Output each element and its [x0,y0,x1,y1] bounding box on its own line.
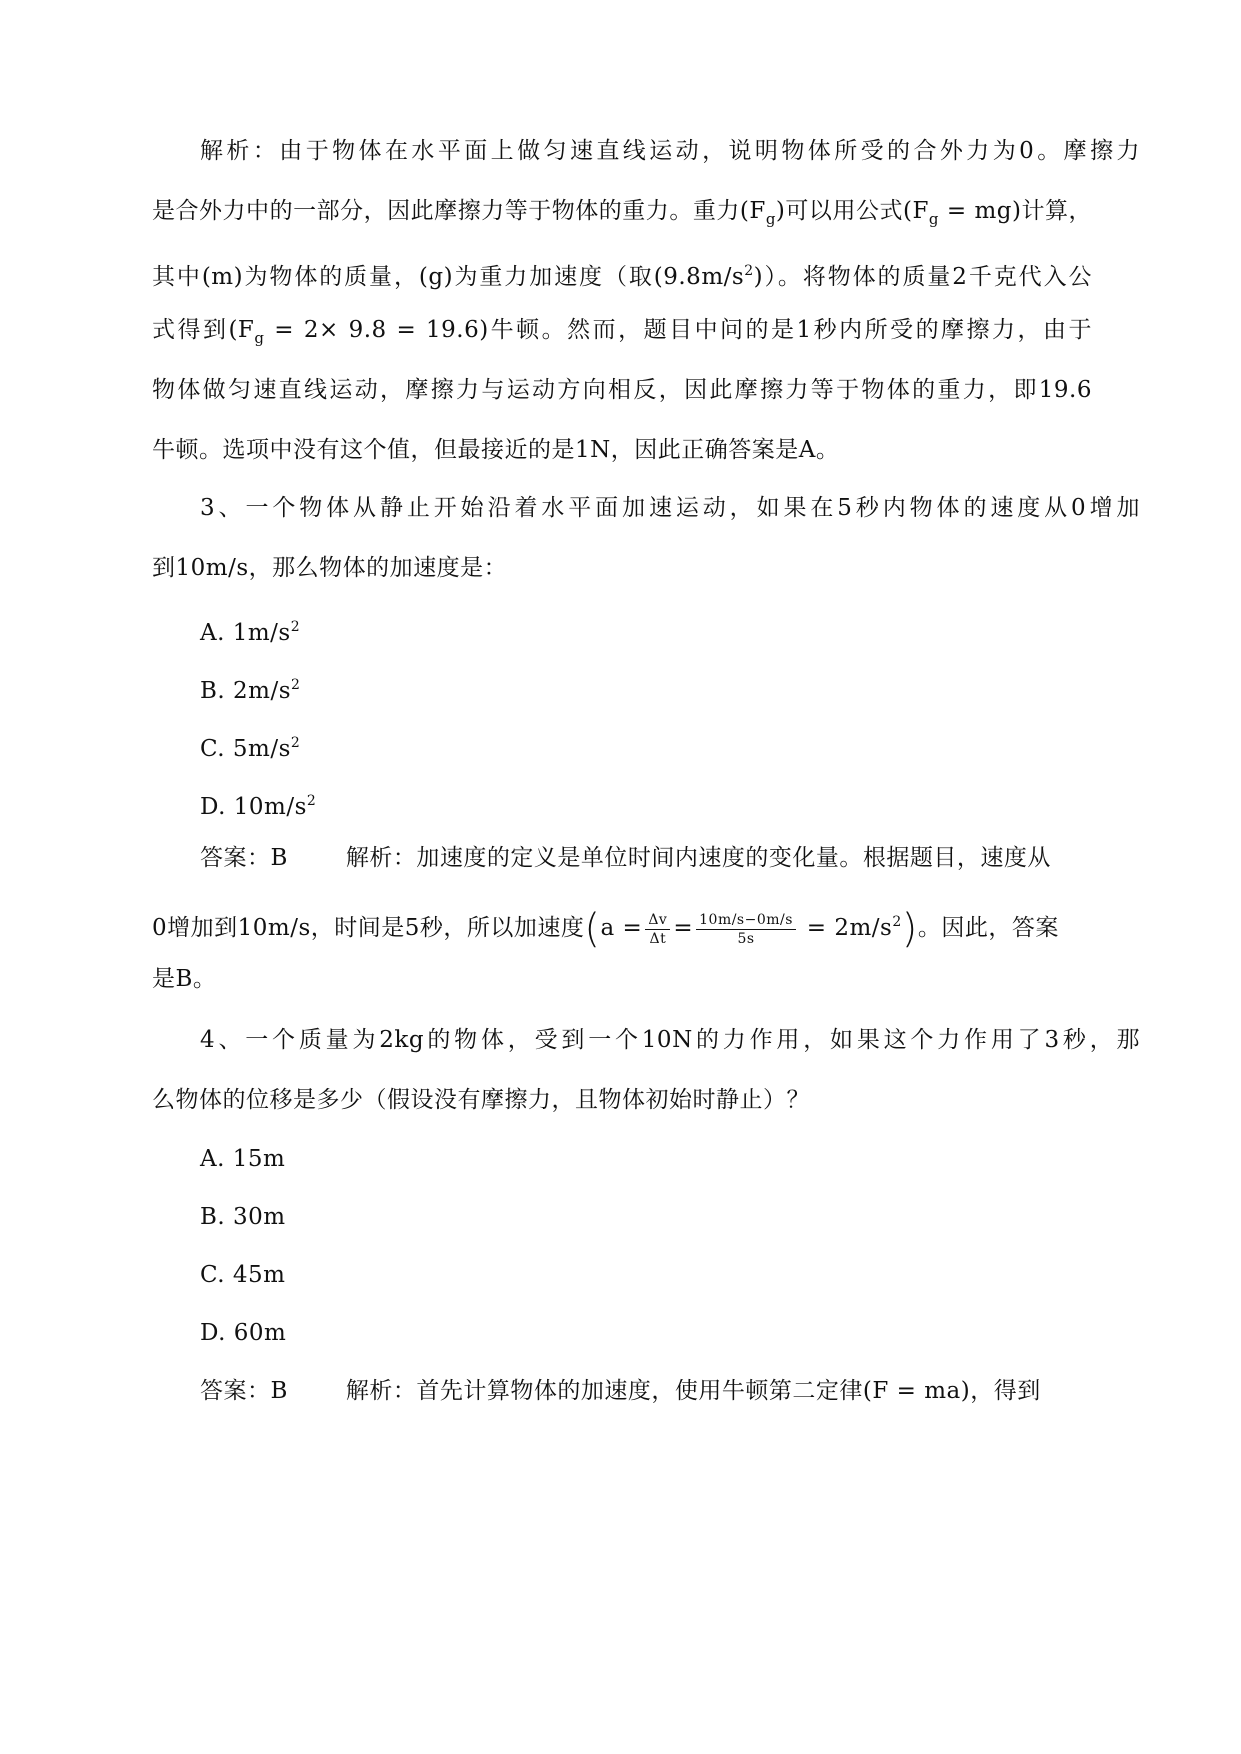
question-3-line [200,492,1140,524]
analysis-line [152,255,1092,293]
answer-line [152,963,1092,995]
text: 是合外力中的一部分，因此摩擦力等于物体的重力。重力(F [152,198,766,224]
option-b [200,669,1140,707]
answer-label: 答案：B [200,1378,288,1404]
analysis-line [152,374,1092,406]
text: = 2× 9.8 = 19.6)牛顿。然而，题目中问的是1秒内所受的摩擦力，由于 [264,317,1092,343]
option-text: D. 60m [200,1320,287,1346]
analysis-line [152,434,1092,466]
option-text: C. 45m [200,1262,286,1288]
text: 牛顿。选项中没有这个值，但最接近的是1N，因此正确答案是A。 [152,437,840,463]
superscript: 2 [290,735,301,751]
option-text: D. 10m/s [200,794,307,820]
text: )）。将物体的质量2千克代入公 [753,264,1092,290]
superscript: 2 [744,263,754,279]
denominator: Δt [649,930,667,947]
numerator: Δv [645,911,670,930]
formula-text: = 2m/s [798,915,893,941]
option-text: A. 1m/s [200,620,291,646]
question-3-line [152,552,1092,584]
answer-line [200,842,1140,874]
analysis-line [152,195,1092,235]
option-c [200,1259,1140,1291]
paren-open: ( [584,906,601,952]
subscript: g [765,210,776,228]
text: 式得到(F [152,317,255,343]
formula-text: = [673,915,694,941]
option-a [200,1143,1140,1175]
paren-close: ) [901,906,918,952]
question-4-line [152,1084,1092,1116]
text: 解析：由于物体在水平面上做匀速直线运动，说明物体所受的合外力为0。摩擦力 [200,138,1140,164]
analysis-line [200,135,1140,167]
text: 么物体的位移是多少（假设没有摩擦力，且物体初始时静止）？ [152,1087,810,1113]
superscript: 2 [291,677,301,693]
numerator: 10m/s−0m/s [696,911,796,930]
text: 。因此，答案 [917,915,1059,941]
question-4-line [200,1024,1140,1056]
text: 是B。 [152,966,217,992]
analysis-line [152,314,1092,354]
text: 其中(m)为物体的质量，(g)为重力加速度（取(9.8m/s [152,264,745,290]
answer-label: 答案：B [200,845,288,871]
option-c [200,727,1140,765]
text: 解析：加速度的定义是单位时间内速度的变化量。根据题目，速度从 [345,845,1051,871]
answer-line [200,1375,1140,1407]
text: 0增加到10m/s，时间是5秒，所以加速度 [152,915,585,941]
option-d [200,1317,1140,1349]
text: 解析：首先计算物体的加速度，使用牛顿第二定律(F = ma)，得到 [345,1378,1041,1404]
option-text: A. 15m [200,1146,286,1172]
option-text: B. 2m/s [200,678,292,704]
text: = mg)计算， [939,198,1093,224]
text: 3、一个物体从静止开始沿着水平面加速运动，如果在5秒内物体的速度从0增加 [200,495,1140,521]
text: )可以用公式(F [775,198,929,224]
option-text: B. 30m [200,1204,286,1230]
answer-line [152,900,1092,952]
option-d [200,785,1140,823]
option-b [200,1201,1140,1233]
option-a [200,611,1140,649]
option-text: C. 5m/s [200,736,291,762]
text: 到10m/s，那么物体的加速度是： [152,555,508,581]
subscript: g [928,210,940,228]
fraction [645,911,670,948]
superscript: 2 [306,793,317,809]
fraction [696,911,796,948]
superscript: 2 [290,619,301,635]
denominator: 5s [737,930,755,947]
subscript: g [254,329,265,347]
text: 物体做匀速直线运动，摩擦力与运动方向相反，因此摩擦力等于物体的重力，即19.6 [152,377,1092,403]
superscript: 2 [892,914,902,930]
text: 4、一个质量为2kg的物体，受到一个10N的力作用，如果这个力作用了3秒，那 [200,1027,1140,1053]
formula-text: a = [600,915,643,941]
